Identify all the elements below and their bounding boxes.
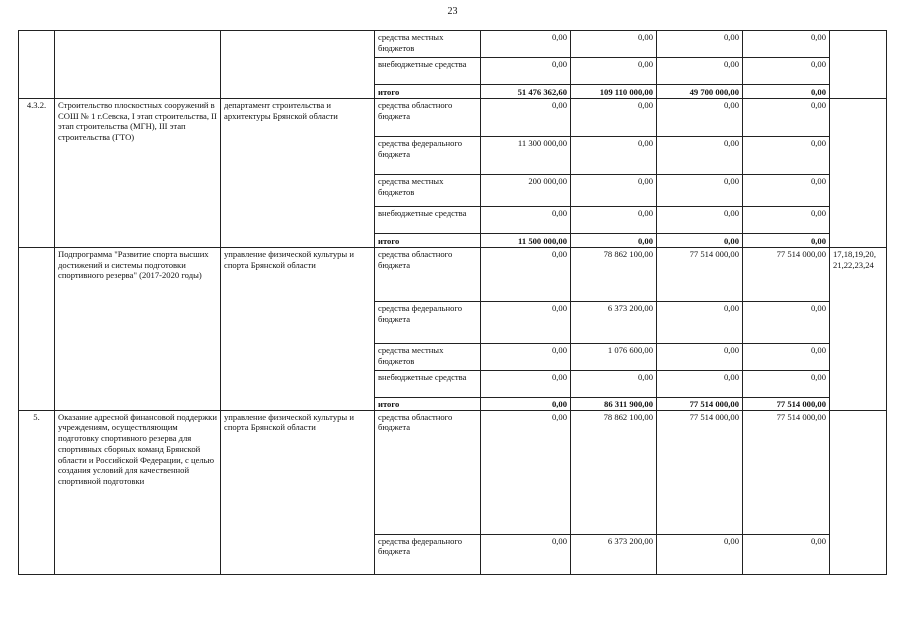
item-name-cell: Оказание адресной финансовой поддержки учреждениям, осуществляющим подготовку спортивного резерва для спортивных сборных команд Брянской области и Российской Федерации, с целью создания условий для качественной спортивной подготовки — [55, 410, 221, 574]
value-cell: 0,00 — [657, 58, 743, 85]
funding-source: средства местных бюджетов — [375, 175, 481, 207]
value-cell: 0,00 — [481, 371, 571, 398]
value-cell: 0,00 — [657, 175, 743, 207]
budget-table — [18, 30, 887, 575]
indicators-cell — [830, 410, 887, 574]
item-number-cell — [19, 31, 55, 99]
executor-cell: управление физической культуры и спорта Брянской области — [221, 248, 375, 411]
funding-source: средства федерального бюджета — [375, 137, 481, 175]
executor-cell: департамент строительства и архитектуры Брянской области — [221, 99, 375, 248]
value-cell: 77 514 000,00 — [657, 398, 743, 411]
funding-source: внебюджетные средства — [375, 371, 481, 398]
value-cell: 0,00 — [743, 99, 830, 137]
value-cell: 77 514 000,00 — [657, 410, 743, 534]
executor-cell — [221, 31, 375, 99]
funding-source: средства областного бюджета — [375, 248, 481, 302]
value-cell: 0,00 — [571, 58, 657, 85]
indicators-cell — [830, 99, 887, 248]
funding-source: средства областного бюджета — [375, 99, 481, 137]
value-cell: 0,00 — [743, 207, 830, 234]
value-cell: 0,00 — [657, 234, 743, 248]
funding-source: средства местных бюджетов — [375, 344, 481, 371]
value-cell: 0,00 — [657, 302, 743, 344]
value-cell: 0,00 — [657, 137, 743, 175]
value-cell: 0,00 — [571, 99, 657, 137]
funding-source: средства федерального бюджета — [375, 534, 481, 574]
value-cell: 0,00 — [481, 344, 571, 371]
executor-cell: управление физической культуры и спорта Брянской области — [221, 410, 375, 574]
table-row — [19, 248, 887, 302]
item-number-cell — [19, 248, 55, 411]
value-cell: 49 700 000,00 — [657, 85, 743, 99]
value-cell: 86 311 900,00 — [571, 398, 657, 411]
value-cell: 0,00 — [481, 207, 571, 234]
value-cell: 6 373 200,00 — [571, 534, 657, 574]
value-cell: 0,00 — [657, 344, 743, 371]
value-cell: 0,00 — [481, 58, 571, 85]
value-cell: 0,00 — [743, 371, 830, 398]
funding-source-total: итого — [375, 85, 481, 99]
value-cell: 0,00 — [743, 344, 830, 371]
value-cell: 0,00 — [743, 31, 830, 58]
value-cell: 0,00 — [743, 58, 830, 85]
table-row — [19, 31, 887, 58]
value-cell: 0,00 — [743, 137, 830, 175]
value-cell: 0,00 — [657, 534, 743, 574]
value-cell: 0,00 — [743, 234, 830, 248]
value-cell: 0,00 — [571, 371, 657, 398]
value-cell: 0,00 — [657, 371, 743, 398]
page-number: 23 — [447, 6, 458, 17]
value-cell: 11 300 000,00 — [481, 137, 571, 175]
value-cell: 78 862 100,00 — [571, 410, 657, 534]
value-cell: 0,00 — [481, 302, 571, 344]
value-cell: 0,00 — [571, 137, 657, 175]
value-cell: 0,00 — [571, 175, 657, 207]
table-row — [19, 99, 887, 137]
value-cell: 77 514 000,00 — [743, 410, 830, 534]
value-cell: 0,00 — [481, 248, 571, 302]
funding-source: средства местных бюджетов — [375, 31, 481, 58]
value-cell: 109 110 000,00 — [571, 85, 657, 99]
value-cell: 0,00 — [571, 234, 657, 248]
value-cell: 0,00 — [481, 99, 571, 137]
table-row — [19, 410, 887, 534]
value-cell: 0,00 — [743, 175, 830, 207]
funding-source: средства областного бюджета — [375, 410, 481, 534]
value-cell: 6 373 200,00 — [571, 302, 657, 344]
funding-source: средства федерального бюджета — [375, 302, 481, 344]
funding-source-total: итого — [375, 234, 481, 248]
indicators-cell: 17,18,19,20, 21,22,23,24 — [830, 248, 887, 411]
value-cell: 0,00 — [571, 207, 657, 234]
value-cell: 1 076 600,00 — [571, 344, 657, 371]
value-cell: 0,00 — [743, 534, 830, 574]
funding-source: внебюджетные средства — [375, 207, 481, 234]
item-name-cell: Строительство плоскостных сооружений в СОШ № 1 г.Севска, I этап строительства, II этап строительства (МГН), III этап строительства (ГТО) — [55, 99, 221, 248]
value-cell: 51 476 362,60 — [481, 85, 571, 99]
value-cell: 0,00 — [657, 99, 743, 137]
funding-source-total: итого — [375, 398, 481, 411]
value-cell: 11 500 000,00 — [481, 234, 571, 248]
value-cell: 0,00 — [571, 31, 657, 58]
value-cell: 0,00 — [481, 398, 571, 411]
value-cell: 0,00 — [657, 31, 743, 58]
value-cell: 200 000,00 — [481, 175, 571, 207]
funding-source: внебюджетные средства — [375, 58, 481, 85]
value-cell: 0,00 — [481, 410, 571, 534]
item-name-cell — [55, 31, 221, 99]
value-cell: 0,00 — [481, 534, 571, 574]
value-cell: 78 862 100,00 — [571, 248, 657, 302]
value-cell: 0,00 — [481, 31, 571, 58]
value-cell: 77 514 000,00 — [743, 398, 830, 411]
indicators-cell — [830, 31, 887, 99]
item-number-cell: 5. — [19, 410, 55, 574]
item-name-cell: Подпрограмма "Развитие спорта высших достижений и системы подготовки спортивного резерва" (2017-2020 годы) — [55, 248, 221, 411]
value-cell: 0,00 — [657, 207, 743, 234]
value-cell: 77 514 000,00 — [743, 248, 830, 302]
value-cell: 0,00 — [743, 302, 830, 344]
value-cell: 77 514 000,00 — [657, 248, 743, 302]
item-number-cell: 4.3.2. — [19, 99, 55, 248]
value-cell: 0,00 — [743, 85, 830, 99]
